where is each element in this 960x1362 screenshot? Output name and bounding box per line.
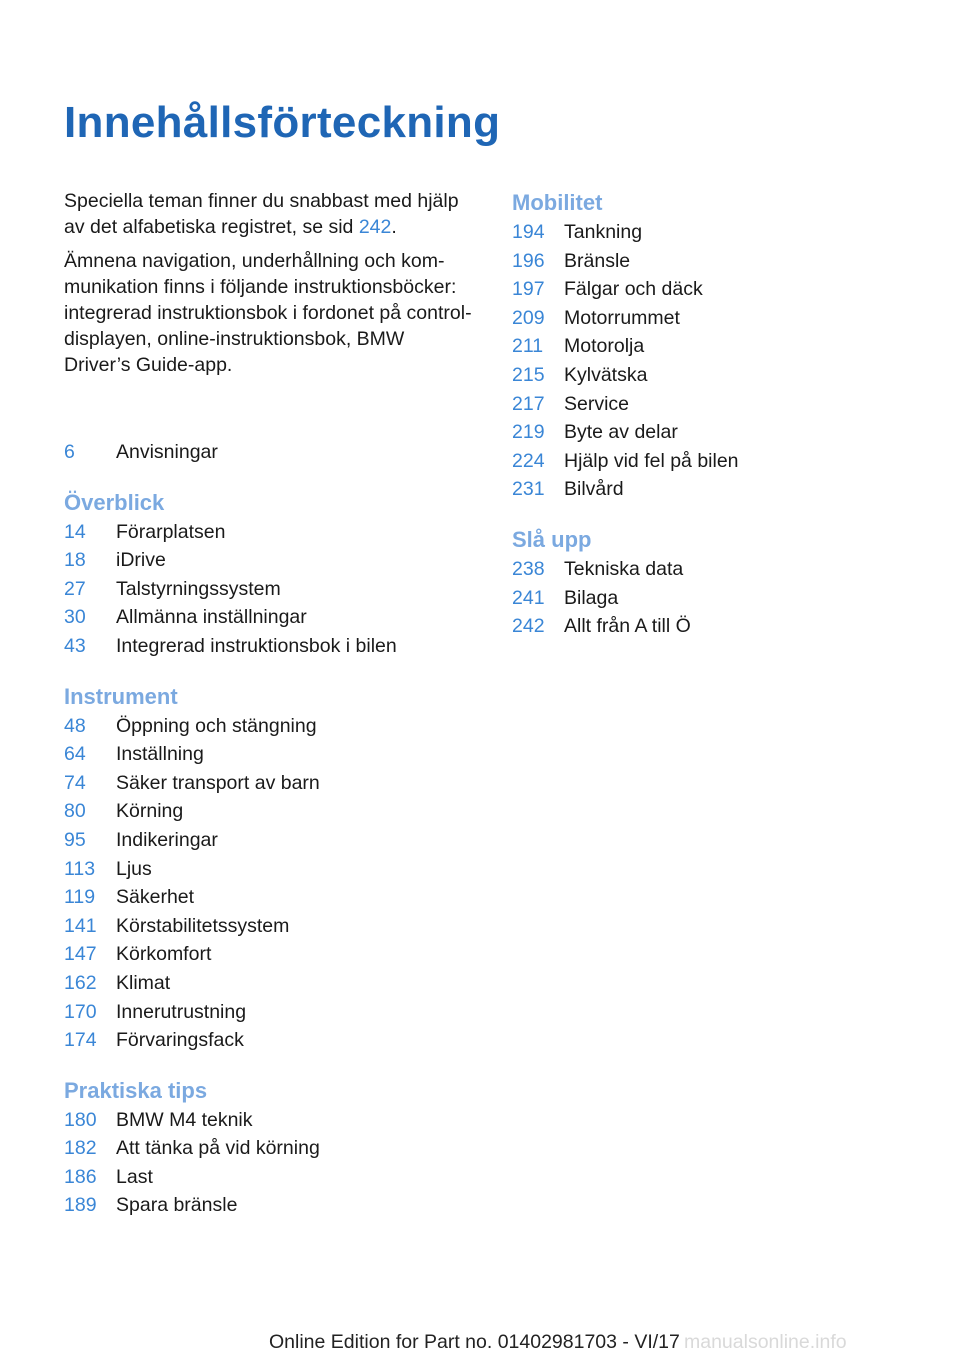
toc-entry-label[interactable]: Spara bränsle <box>116 1194 238 1217</box>
toc-page-number[interactable]: 238 <box>512 557 545 580</box>
toc-entry[interactable] <box>512 612 932 641</box>
toc-page-number[interactable]: 6 <box>64 441 75 463</box>
toc-page-number[interactable]: 186 <box>64 1165 97 1188</box>
toc-page-number[interactable]: 95 <box>64 828 86 851</box>
toc-entry[interactable] <box>64 1191 474 1220</box>
toc-page-number[interactable]: 215 <box>512 363 545 386</box>
toc-entry[interactable] <box>64 518 474 547</box>
section-heading: Praktiska tips <box>64 1077 208 1103</box>
toc-entry-label[interactable]: Ljus <box>116 857 152 880</box>
toc-entry-label[interactable]: Allt från A till Ö <box>564 615 691 638</box>
toc-page-number[interactable]: 80 <box>64 800 86 823</box>
toc-entry[interactable] <box>512 475 932 504</box>
toc-entry-label[interactable]: Fälgar och däck <box>564 278 703 301</box>
toc-entry[interactable] <box>64 575 474 604</box>
index-page-link[interactable]: 242 <box>358 216 392 238</box>
toc-entry[interactable] <box>512 218 932 247</box>
toc-entry-label[interactable]: Byte av delar <box>564 421 678 444</box>
toc-entry[interactable] <box>512 304 932 333</box>
toc-section-sla-upp <box>512 525 932 641</box>
toc-page-number[interactable]: 197 <box>512 278 545 301</box>
toc-entry[interactable] <box>64 883 474 912</box>
intro-paragraph-1-text: Speciella teman finner du snabbast med hjälp av det alfabetiska registret, se sid <box>64 190 459 238</box>
toc-entry-label[interactable]: Att tänka på vid körning <box>116 1137 320 1160</box>
toc-entry-label[interactable]: Körstabilitetssystem <box>116 914 290 937</box>
toc-page-number[interactable]: 18 <box>64 549 86 572</box>
toc-entry-label[interactable]: Allmänna inställningar <box>116 606 307 629</box>
section-heading: Slå upp <box>512 526 592 552</box>
toc-entry[interactable] <box>64 998 474 1027</box>
intro-text <box>64 188 474 378</box>
toc-entry[interactable] <box>512 555 932 584</box>
left-column <box>64 188 474 1220</box>
toc-page-number[interactable]: 189 <box>64 1194 97 1217</box>
toc-entry-label[interactable]: Inställning <box>116 743 204 766</box>
toc-entry[interactable] <box>64 769 474 798</box>
toc-entry-label[interactable]: Hjälp vid fel på bilen <box>564 449 739 472</box>
page-title: Innehållsförteckning <box>64 98 501 147</box>
toc-entry-label[interactable]: Klimat <box>116 971 171 994</box>
toc-page-number[interactable]: 141 <box>64 914 97 937</box>
toc-entry[interactable] <box>64 632 474 661</box>
toc-entry-label[interactable]: Tekniska data <box>564 557 684 580</box>
footer-edition: Online Edition for Part no. 01402981703 - VI/17 <box>269 1331 680 1353</box>
toc-entry[interactable] <box>64 1106 474 1135</box>
toc-page-number[interactable]: 147 <box>64 943 97 966</box>
toc-page-number[interactable]: 209 <box>512 306 545 329</box>
toc-page-number[interactable]: 64 <box>64 743 86 766</box>
toc-page-number[interactable]: 74 <box>64 771 86 794</box>
watermark: manualsonline.info <box>684 1331 847 1353</box>
toc-entry[interactable] <box>64 1134 474 1163</box>
toc-entry[interactable] <box>512 332 932 361</box>
right-column <box>512 188 932 641</box>
toc-entry-label[interactable]: Bilaga <box>564 586 619 609</box>
toc-right-sections <box>512 188 932 641</box>
toc-entry[interactable] <box>512 447 932 476</box>
toc-entry-label[interactable]: Anvisningar <box>116 441 218 463</box>
toc-page-number[interactable]: 219 <box>512 421 545 444</box>
toc-entry[interactable] <box>512 247 932 276</box>
toc-entry-label[interactable]: Körkomfort <box>116 943 212 966</box>
toc-page-number[interactable]: 182 <box>64 1137 97 1160</box>
toc-entry[interactable] <box>512 390 932 419</box>
toc-entry[interactable] <box>64 438 474 467</box>
toc-entry-label[interactable]: Säkerhet <box>116 886 195 909</box>
toc-top-entries <box>64 438 474 467</box>
toc-entry[interactable] <box>64 912 474 941</box>
toc-entry-label[interactable]: Säker transport av barn <box>116 771 320 794</box>
toc-page-number[interactable]: 30 <box>64 606 86 629</box>
toc-entry-label[interactable]: BMW M4 teknik <box>116 1108 253 1131</box>
toc-entry[interactable] <box>64 1026 474 1055</box>
toc-page-number[interactable]: 194 <box>512 221 545 243</box>
toc-entry[interactable] <box>512 275 932 304</box>
toc-entry-label[interactable]: Innerutrustning <box>116 1000 247 1023</box>
toc-page-number[interactable]: 119 <box>64 886 96 909</box>
toc-entry[interactable] <box>64 797 474 826</box>
toc-page-number[interactable]: 180 <box>64 1108 97 1131</box>
toc-section-mobilitet <box>512 188 932 504</box>
toc-entry-label[interactable]: Indikeringar <box>116 828 218 851</box>
toc-entry[interactable] <box>64 940 474 969</box>
toc-entry-label[interactable]: Öppning och stängning <box>116 714 317 737</box>
toc-page-number[interactable]: 196 <box>512 249 545 272</box>
toc-entry[interactable] <box>64 969 474 998</box>
intro-paragraph-1-end: . <box>391 216 397 238</box>
toc-entry[interactable] <box>512 418 932 447</box>
toc-page-number[interactable]: 14 <box>64 520 86 543</box>
toc-entry-label[interactable]: iDrive <box>116 549 166 572</box>
toc-page-number[interactable]: 217 <box>512 392 545 415</box>
toc-page-number[interactable]: 48 <box>64 714 86 737</box>
toc-page-number[interactable]: 43 <box>64 634 86 657</box>
toc-entry[interactable] <box>64 826 474 855</box>
toc-page-number[interactable]: 113 <box>64 857 96 880</box>
toc-entry-label[interactable]: Körning <box>116 800 184 823</box>
toc-entry[interactable] <box>64 712 474 741</box>
toc-entry-label[interactable]: Bränsle <box>564 249 631 272</box>
toc-entry-label[interactable]: Kylvätska <box>564 363 648 386</box>
toc-page-number[interactable]: 231 <box>512 478 545 501</box>
toc-entry-label[interactable]: Motorolja <box>564 335 645 358</box>
toc-section-instrument <box>64 682 474 1055</box>
toc-entry-label[interactable]: Motorrummet <box>564 306 680 329</box>
toc-entry[interactable] <box>64 546 474 575</box>
toc-entry[interactable] <box>512 361 932 390</box>
toc-page-number[interactable]: 211 <box>512 335 544 358</box>
section-heading: Överblick <box>64 489 165 515</box>
toc-page-number[interactable]: 224 <box>512 449 545 472</box>
toc-entry-label[interactable]: Förvaringsfack <box>116 1029 244 1052</box>
toc-entry[interactable] <box>64 855 474 884</box>
toc-page-number[interactable]: 241 <box>512 586 545 609</box>
spacer <box>64 386 474 438</box>
toc-entry-label[interactable]: Last <box>116 1165 153 1188</box>
toc-entry-label[interactable]: Talstyrningssystem <box>116 577 281 600</box>
toc-entry-label[interactable]: Service <box>564 392 630 415</box>
section-heading: Mobilitet <box>512 190 603 215</box>
intro-paragraph-1 <box>64 188 474 240</box>
toc-entry-label[interactable]: Integrerad instruktionsbok i bilen <box>116 634 397 657</box>
toc-page-number[interactable]: 174 <box>64 1029 97 1052</box>
section-heading: Instrument <box>64 683 178 709</box>
toc-entry[interactable] <box>512 584 932 613</box>
toc-page-number[interactable]: 242 <box>512 615 545 638</box>
toc-left-sections <box>64 488 474 1220</box>
toc-page-number[interactable]: 170 <box>64 1000 97 1023</box>
intro-paragraph-2: Ämnena navigation, underhållning och kommunikation finns i följande instruktionsböcker: integrerad instruktionsbok i fordonet på control-displayen, online-instruktionsbok, BMW Driver’s Guide-app. <box>64 250 472 376</box>
toc-entry-label[interactable]: Bilvård <box>564 478 624 501</box>
toc-entry-label[interactable]: Tankning <box>564 221 643 243</box>
toc-section-overblick <box>64 488 474 661</box>
toc-entry[interactable] <box>64 1163 474 1192</box>
toc-page-number[interactable]: 27 <box>64 577 86 600</box>
toc-page-number[interactable]: 162 <box>64 971 97 994</box>
toc-entry[interactable] <box>64 603 474 632</box>
toc-entry-label[interactable]: Förarplatsen <box>116 520 226 543</box>
toc-entry[interactable] <box>64 740 474 769</box>
toc-section-praktiska-tips <box>64 1076 474 1220</box>
